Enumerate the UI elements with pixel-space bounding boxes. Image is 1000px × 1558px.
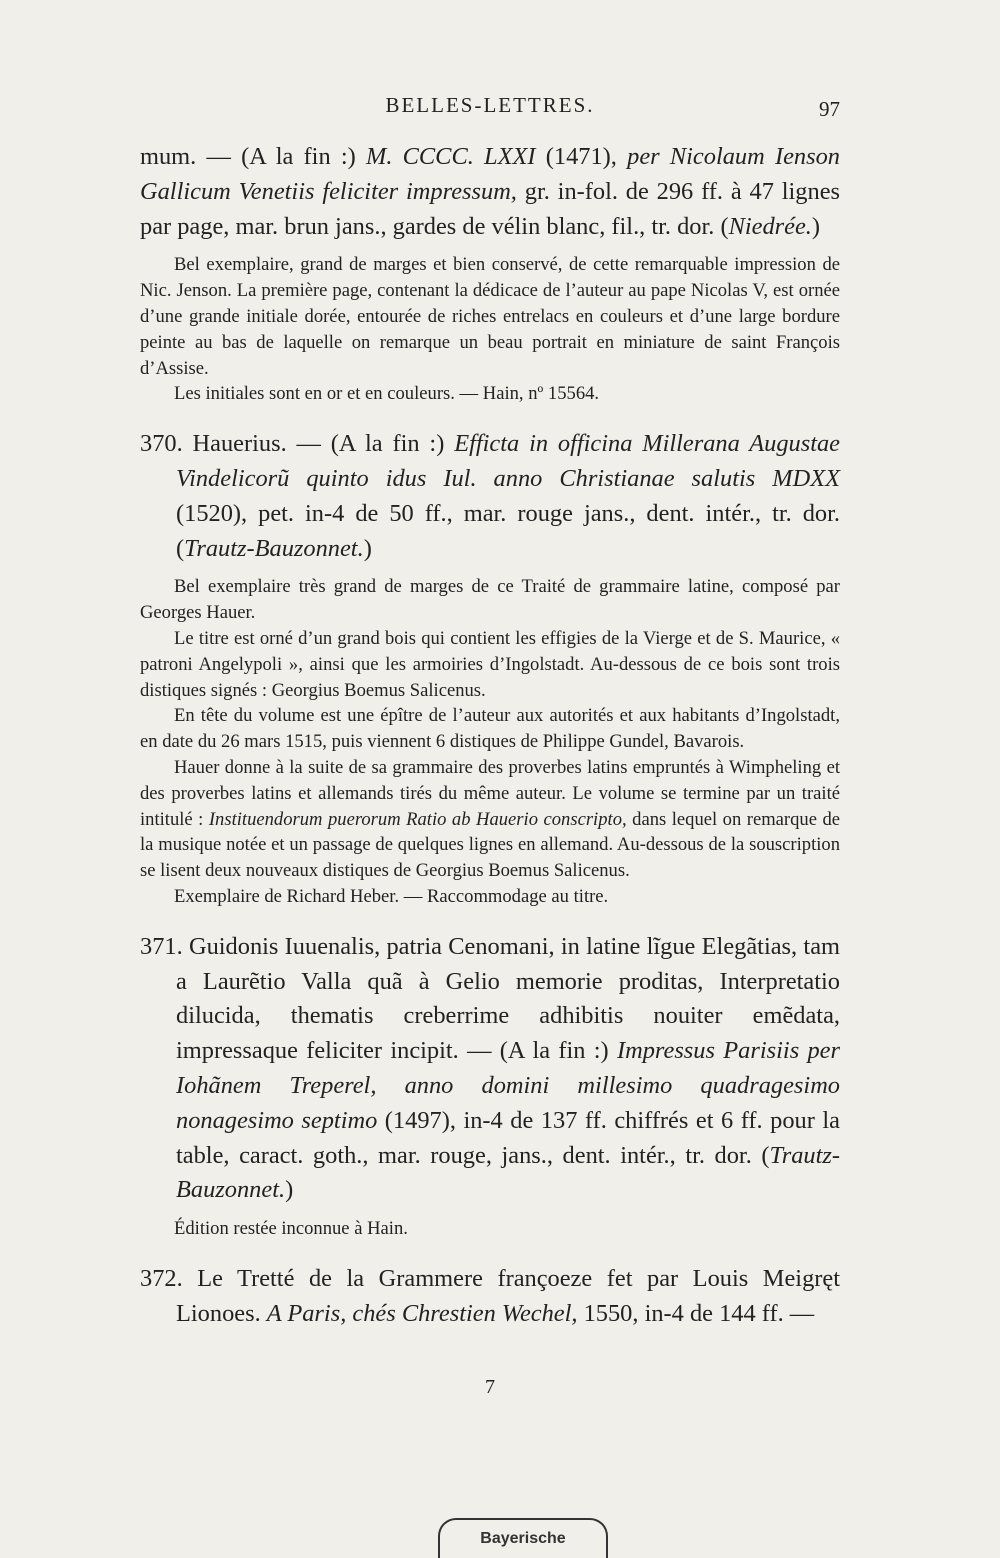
page-number: 97: [819, 97, 840, 121]
note: Bel exemplaire très grand de marges de ce Traité de grammaire latine, composé par Georges Hauer.: [140, 576, 840, 624]
signature-mark: 7: [485, 1376, 495, 1398]
note: Le titre est orné d’un grand bois qui contient les effigies de la Vierge et de S. Maurice, « patroni Angelypoli », ainsi que les armoiries d’Ingolstadt. Au-dessous de ce bois sont trois distiques signés : Georgius Boemus Salicenus.: [140, 627, 840, 701]
text-run: (1471),: [535, 143, 628, 170]
entry-371-notes: [140, 1216, 840, 1242]
text-run: ): [811, 212, 821, 240]
text-run: gr. in-fol. de 296 ff. à 47 lignes par page, mar. brun jans., gardes de vélin blanc, fil., tr. dor. (: [140, 177, 841, 240]
text-run: (1520), pet. in-4 de 50 ff., mar. rouge jans., dent. intér., tr. dor. (: [176, 499, 840, 562]
text-block: [140, 140, 840, 1331]
note: Bel exemplaire, grand de marges et bien conservé, de cette remarquable impression de Nic. Jenson. La première page, contenant la dédicace de l’auteur au pape Nicolas V, est ornée d’une grande initiale dorée, entourée de riches entrelacs en couleurs et d’une large bordure peinte au bas de laquelle on remarque un beau portrait en miniature de saint François d’Assise.: [140, 254, 840, 379]
text-run: Hauer donne à la suite de sa grammaire des proverbes latins empruntés à Wimpheling et des proverbes latins et allemands tirés du même auteur. Le volume se termine par un traité intitulé :: [140, 756, 840, 830]
text-run: ): [285, 1176, 294, 1204]
text-run: dans lequel on remarque de la musique notée et un passage de quelques lignes en allemand. Au-dessous de la souscription se lisent deux nouveaux distiques de Georgius Boemus Salicenus.: [140, 808, 841, 882]
binder-name: Trautz-Bauzonnet.: [184, 534, 364, 562]
italic-run: Instituendorum puerorum Ratio ab Hauerio conscripto,: [208, 808, 627, 830]
note: Édition restée inconnue à Hain.: [174, 1218, 408, 1240]
entry-371: [140, 930, 840, 1208]
text-run: 371. Guidonis Iuuenalis, patria Cenomani, in latine lĩgue Elegãtias, tam a Laurẽtio Valla quã à Gelio memorie proditas, Interpretatio dilucida, thematis creberrime adhibitis nouiter emẽdata, impressaque feliciter incipit. — (A la fin :): [140, 932, 840, 1065]
library-stamp: Bayerische: [438, 1518, 608, 1558]
italic-run: M. CCCC. LXXI: [366, 143, 536, 170]
binder-name: Niedrée.: [728, 212, 812, 240]
italic-run: A Paris, chés Chrestien Wechel,: [266, 1299, 578, 1327]
running-title: BELLES-LETTRES.: [385, 93, 595, 117]
text-run: ): [363, 534, 372, 562]
entry-369-notes: [140, 252, 840, 407]
italic-run: per Nicolaum Ienson Gallicum Venetiis feliciter impressum,: [140, 143, 840, 205]
entry-370: [140, 427, 840, 566]
page-header: [140, 93, 840, 127]
entry-370-notes: [140, 574, 840, 909]
text-run: 370. Hauerius. — (A la fin :): [140, 430, 455, 458]
text-run: mum. — (A la fin :): [140, 143, 366, 170]
note: Exemplaire de Richard Heber. — Raccommodage au titre.: [174, 885, 609, 907]
text-run: 1550, in-4 de 144 ff. —: [577, 1299, 815, 1327]
note: En tête du volume est une épître de l’auteur aux autorités et aux habitants d’Ingolstadt, en date du 26 mars 1515, puis viennent 6 distiques de Philippe Gundel, Bavarois.: [140, 705, 840, 753]
text-run: (1497), in-4 de 137 ff. chiffrés et 6 ff. pour la table, caract. goth., mar. rouge, jans., dent. intér., tr. dor. (: [176, 1106, 840, 1169]
italic-run: Impressus Parisiis per Iohãnem Treperel, anno domini millesimo quadragesimo nonagesimo septimo: [176, 1037, 841, 1134]
entry-369-continuation: [140, 140, 840, 244]
note: Les initiales sont en or et en couleurs. — Hain, nº 15564.: [174, 383, 600, 405]
entry-372: [140, 1262, 840, 1332]
note: [140, 755, 840, 884]
text-run: 372. Le Tretté de la Grammere françoeze fet par Louis Meigręt Lionoes.: [140, 1264, 840, 1327]
binder-name: Trautz-Bauzonnet.: [176, 1141, 840, 1204]
italic-run: Efficta in officina Millerana Augustae Vindelicorũ quinto idus Iul. anno Christianae salutis MDXX: [176, 430, 841, 492]
